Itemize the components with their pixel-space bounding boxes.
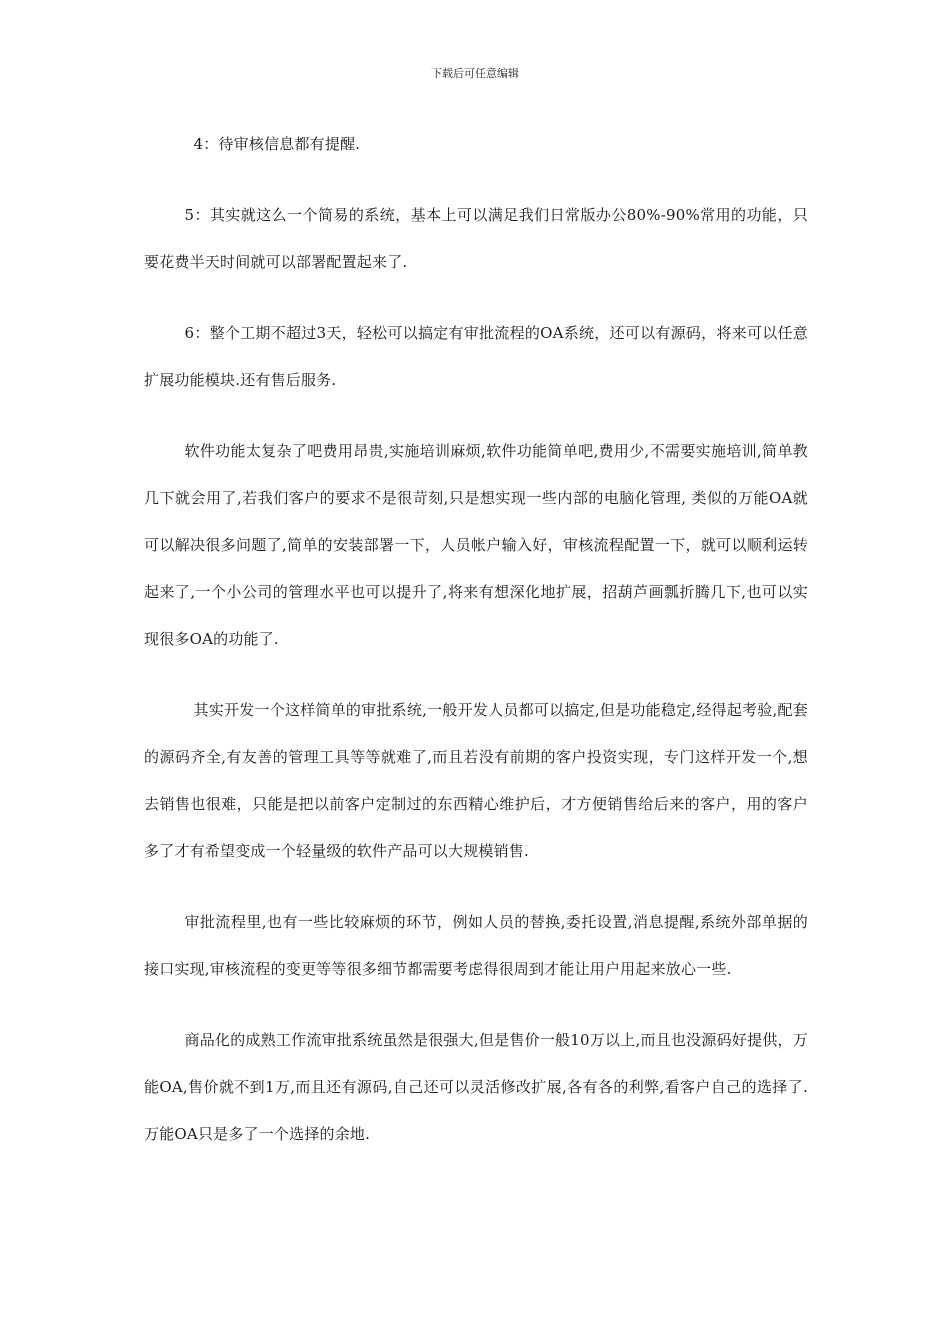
document-body bbox=[144, 121, 808, 1182]
paragraph-item-6: 6：整个工期不超过3天，轻松可以搞定有审批流程的OA系统，还可以有源码，将来可以任意扩展功能模块.还有售后服务. bbox=[144, 324, 808, 389]
paragraph-approval-process: 审批流程里,也有一些比较麻烦的环节，例如人员的替换,委托设置,消息提醒,系统外部单据的接口实现,审核流程的变更等等很多细节都需要考虑得很周到才能让用户用起来放心一些. bbox=[144, 913, 808, 978]
paragraph-development: 其实开发一个这样简单的审批系统,一般开发人员都可以搞定,但是功能稳定,经得起考验,配套的源码齐全,有友善的管理工具等等就难了,而且若没有前期的客户投资实现，专门这样开发一个,想去销售也很难，只能是把以前客户定制过的东西精心维护后，才方便销售给后来的客户，用的客户多了才有希望变成一个轻量级的软件产品可以大规模销售. bbox=[144, 701, 808, 860]
paragraph-item-5: 5：其实就这么一个简易的系统，基本上可以满足我们日常版办公80%-90%常用的功能，只要花费半天时间就可以部署配置起来了. bbox=[144, 206, 808, 271]
paragraph-software-functions: 软件功能太复杂了吧费用昂贵,实施培训麻烦,软件功能简单吧,费用少,不需要实施培训,简单教几下就会用了,若我们客户的要求不是很苛刻,只是想实现一些内部的电脑化管理, 类似的万能OA就可以解决很多问题了,简单的安装部署一下，人员帐户输入好，审核流程配置一下，就可以顺利运转起来了,一个小公司的管理水平也可以提升了,将来有想深化地扩展，招葫芦画瓢折腾几下,也可以实现很多OA的功能了. bbox=[144, 442, 808, 648]
page-header: 下载后可任意编辑 bbox=[431, 67, 519, 80]
paragraph-item-4: 4：待审核信息都有提醒. bbox=[193, 135, 361, 153]
paragraph-commercial-system: 商品化的成熟工作流审批系统虽然是很强大,但是售价一般10万以上,而且也没源码好提供，万能OA,售价就不到1万,而且还有源码,自己还可以灵活修改扩展,各有各的利弊,看客户自己的选择了.万能OA只是多了一个选择的余地. bbox=[144, 1031, 808, 1143]
